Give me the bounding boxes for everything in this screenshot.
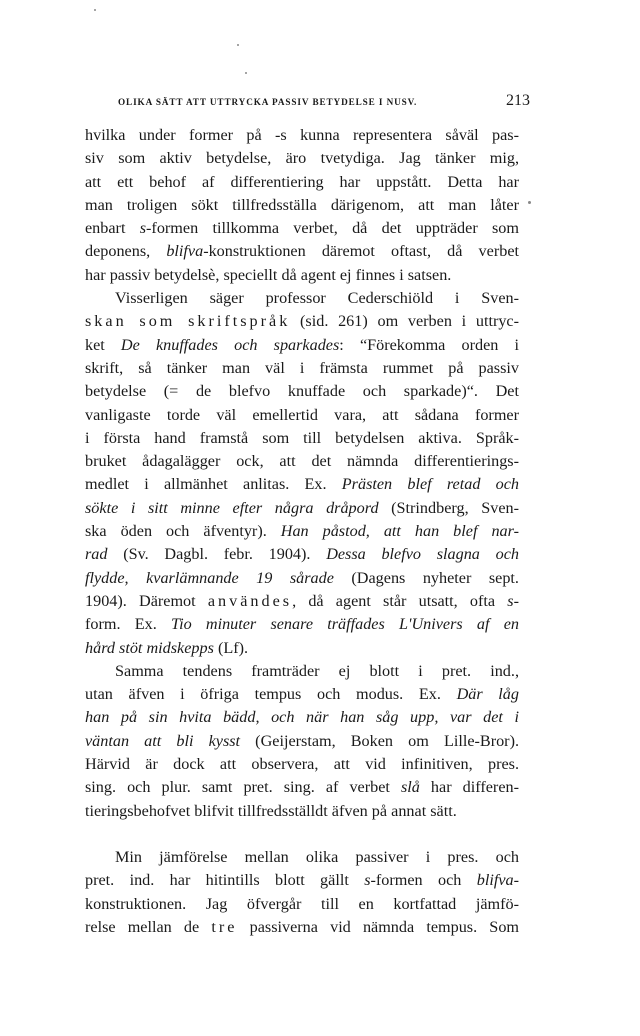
text-line <box>85 147 519 170</box>
text-line <box>85 660 519 683</box>
text-line <box>85 753 519 776</box>
text-line <box>85 427 519 450</box>
text-run: ska öden och äfventyr). <box>85 522 281 541</box>
text-run: (Dagens nyheter sept. <box>333 568 519 587</box>
text-run: har passiv betydelsè, speciellt då agent ej finnes i satsen. <box>85 265 452 284</box>
italic-run: s <box>507 591 514 610</box>
text-run: (Sv. Dagbl. febr. 1904). <box>107 545 327 564</box>
text-line <box>85 613 519 636</box>
text-line <box>85 473 519 496</box>
italic-run: sökte i sitt minne efter några dråpord <box>85 498 379 517</box>
paragraph-gap <box>85 823 519 846</box>
text-run: skrift, så tänker man väl i främsta rummet på passiv <box>85 358 519 377</box>
text-run: skan som skriftspråk <box>85 312 291 331</box>
text-run: ket <box>85 335 121 354</box>
italic-run: Dessa blefvo slagna och <box>326 545 519 564</box>
text-run: deponens, <box>85 242 167 261</box>
italic-run: väntan att bli kysst <box>85 731 241 750</box>
text-run: pret. ind. har hitintills blott gällt <box>85 871 365 890</box>
text-line <box>85 334 519 357</box>
text-line <box>85 450 519 473</box>
text-run: Visserligen säger professor Cederschiöld i Sven- <box>115 289 519 308</box>
text-run: konstruktionen. Jag öfvergår till en kortfattad jämfö- <box>85 894 519 913</box>
text-run: 1904). Däremot <box>85 591 208 610</box>
italic-run: Han påstod, att han blef nar- <box>280 522 519 541</box>
italic-run: flydde, kvarlämnande 19 sårade <box>85 568 334 587</box>
print-speck <box>528 201 531 204</box>
text-run: betydelse (= de blefvo knuffade och sparkade)“. Det <box>85 382 519 401</box>
text-line <box>85 240 519 263</box>
italic-run: Prästen blef retad och <box>341 475 519 494</box>
print-speck <box>237 44 239 46</box>
text-line <box>85 357 519 380</box>
text-line <box>85 380 519 403</box>
body-text <box>85 124 519 939</box>
text-run: siv som aktiv betydelse, äro tvetydiga. Jag tänker mig, <box>85 149 519 168</box>
running-head <box>110 92 530 114</box>
text-run: (Strindberg, Sven- <box>378 498 520 517</box>
text-line <box>85 637 519 660</box>
italic-run: De knuffades och sparkades <box>120 335 340 354</box>
italic-run: Tio minuter senare träffades L'Univers af en <box>170 615 519 634</box>
text-run: bruket ådagalägger ock, att det nämnda differentierings- <box>85 452 519 471</box>
text-line <box>85 869 519 892</box>
text-run: Samma tendens framträder ej blott i pret. ind., <box>115 661 519 680</box>
italic-run: han på sin hvita bädd, och när han såg upp, var det i <box>85 708 519 727</box>
text-run: - <box>513 871 519 890</box>
text-run: -konstruktionen däremot oftast, då verbet <box>203 242 520 261</box>
text-run: (Lf). <box>213 638 249 657</box>
text-line <box>85 310 519 333</box>
text-line <box>85 800 519 823</box>
text-run: (Geijerstam, Boken om Lille-Bror). <box>240 731 520 750</box>
text-run: medlet i allmänhet anlitas. Ex. <box>85 475 342 494</box>
text-run: har differen- <box>419 778 519 797</box>
text-run: : “Förekomma orden i <box>339 335 519 354</box>
italic-run: s <box>364 871 371 890</box>
text-run: passiverna vid nämnda tempus. Som <box>237 917 519 936</box>
italic-run: hård stöt midskepps <box>85 638 214 657</box>
text-run: användes <box>207 591 293 610</box>
text-line <box>85 520 519 543</box>
italic-run: slå <box>400 778 420 797</box>
page-number: 213 <box>506 92 530 109</box>
text-run: tieringsbehofvet blifvit tillfredsställdt äfven på annat sätt. <box>85 801 457 820</box>
text-line <box>85 730 519 753</box>
text-run: relse mellan de <box>85 917 212 936</box>
text-run: vanligaste torde väl emellertid vara, att sådana former <box>85 405 519 424</box>
italic-run: Där låg <box>456 685 519 704</box>
text-run: att ett behof af differentiering har uppstått. Detta har <box>85 172 519 191</box>
text-line <box>85 497 519 520</box>
text-line <box>85 217 519 240</box>
text-run: tre <box>211 917 238 936</box>
text-line <box>85 683 519 706</box>
text-run: (sid. 261) om verben i uttryc- <box>290 312 520 331</box>
text-run: form. Ex. <box>85 615 171 634</box>
text-run: man troligen sökt tillfredsställa därigenom, att man låter <box>85 195 519 214</box>
text-run: enbart <box>85 219 140 238</box>
text-run: - <box>513 591 519 610</box>
text-line <box>85 264 519 287</box>
text-run: Härvid är dock att observera, att vid infinitiven, pres. <box>85 755 519 774</box>
text-line <box>85 124 519 147</box>
text-line <box>85 776 519 799</box>
text-line <box>85 543 519 566</box>
text-line <box>85 916 519 939</box>
text-run: Min jämförelse mellan olika passiver i pres. och <box>115 847 519 866</box>
italic-run: rad <box>85 545 108 564</box>
text-line <box>85 404 519 427</box>
print-speck <box>94 9 96 11</box>
text-line <box>85 893 519 916</box>
print-speck <box>245 72 247 74</box>
running-head-title: OLIKA SÄTT ATT UTTRYCKA PASSIV BETYDELSE I NUSV. <box>118 97 418 107</box>
text-run: sing. och plur. samt pret. sing. af verbet <box>85 778 401 797</box>
text-line <box>85 846 519 869</box>
text-run: -formen och <box>370 871 477 890</box>
text-run: hvilka under former på -s kunna representera såväl pas- <box>85 126 519 144</box>
text-line <box>85 567 519 590</box>
italic-run: blifva <box>476 871 514 890</box>
text-line <box>85 171 519 194</box>
text-line <box>85 706 519 729</box>
italic-run: s <box>139 219 147 238</box>
text-run: i första hand framstå som till betydelsen aktiva. Språk- <box>85 428 519 447</box>
text-run: , då agent står utsatt, ofta <box>292 591 508 610</box>
italic-run: blifva <box>166 242 204 261</box>
text-line <box>85 590 519 613</box>
text-line <box>85 287 519 310</box>
text-run: -formen tillkomma verbet, då det uppträder som <box>146 219 519 238</box>
text-run: utan äfven i öfriga tempus och modus. Ex. <box>85 685 457 704</box>
text-line <box>85 194 519 217</box>
